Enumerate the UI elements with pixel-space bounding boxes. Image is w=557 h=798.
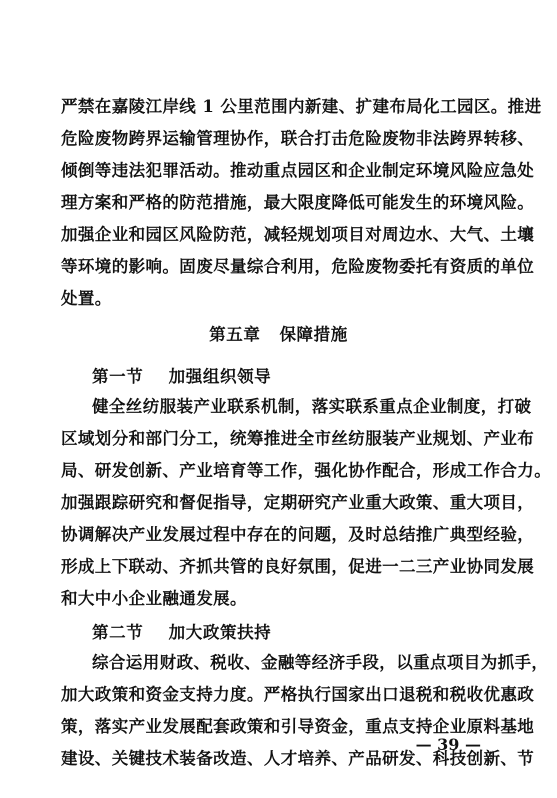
- paragraph-line: 区域划分和部门分工，统筹推进全市丝纺服装产业规划、产业布: [61, 429, 535, 448]
- paragraph-line: 等环境的影响。固废尽量综合利用，危险废物委托有资质的单位: [61, 257, 535, 276]
- page-number: — 39 —: [415, 735, 481, 754]
- paragraph-line: 危险废物跨界运输管理协作，联合打击危险废物非法跨界转移、: [61, 129, 535, 148]
- section-title: 第二节 加大政策扶持: [92, 623, 272, 642]
- paragraph-line: 健全丝纺服装产业联系机制，落实联系重点企业制度，打破: [92, 397, 532, 416]
- paragraph-line: 加大政策和资金支持力度。严格执行国家出口退税和税收优惠政: [61, 685, 535, 704]
- paragraph-line: 局、研发创新、产业培育等工作，强化协作配合，形成工作合力。: [61, 461, 552, 480]
- paragraph-line: 协调解决产业发展过程中存在的问题，及时总结推广典型经验，: [61, 525, 535, 544]
- paragraph-line: 和大中小企业融通发展。: [61, 589, 247, 608]
- paragraph-line: 理方案和严格的防范措施，最大限度降低可能发生的环境风险。: [61, 193, 535, 212]
- paragraph-line: 处置。: [61, 289, 112, 308]
- paragraph-line: 加强企业和园区风险防范，减轻规划项目对周边水、大气、土壤: [61, 225, 535, 244]
- paragraph-line: 严禁在嘉陵江岸线 1 公里范围内新建、扩建布局化工园区。推进: [61, 97, 542, 116]
- paragraph-line: 倾倒等违法犯罪活动。推动重点园区和企业制定环境风险应急处: [61, 161, 535, 180]
- paragraph-line: 策，落实产业发展配套政策和引导资金，重点支持企业原料基地: [61, 717, 535, 736]
- chapter-title: 第五章 保障措施: [209, 325, 348, 344]
- paragraph-line: 建设、关键技术装备改造、人才培养、产品研发、科技创新、节: [61, 749, 535, 768]
- paragraph-line: 综合运用财政、税收、金融等经济手段，以重点项目为抓手，: [92, 653, 549, 672]
- paragraph-line: 形成上下联动、齐抓共管的良好氛围，促进一二三产业协同发展: [61, 557, 535, 576]
- paragraph-line: 加强跟踪研究和督促指导，定期研究产业重大政策、重大项目，: [61, 493, 535, 512]
- section-title: 第一节 加强组织领导: [92, 367, 272, 386]
